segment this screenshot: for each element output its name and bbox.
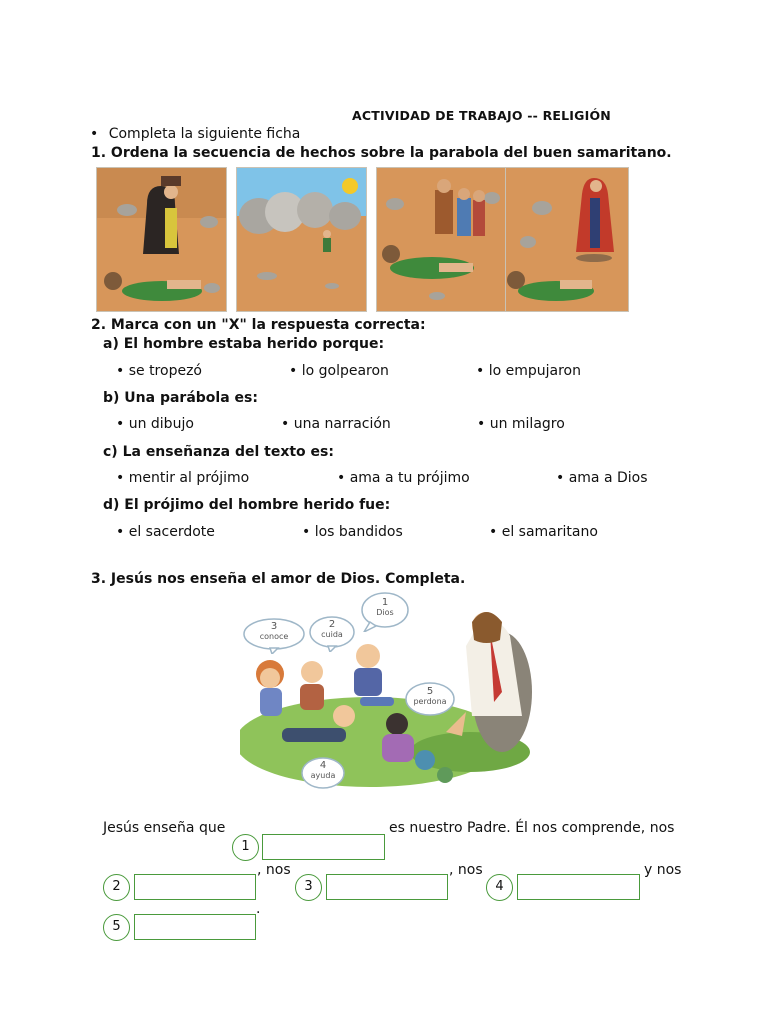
option-2c-1[interactable]: • mentir al prójimo xyxy=(116,470,250,486)
traveler-scene-illustration xyxy=(237,168,366,311)
bullet-icon: • xyxy=(90,126,99,142)
story-panel-3 xyxy=(376,167,507,312)
levite-scene-illustration xyxy=(506,168,628,311)
bubble-cuida xyxy=(308,616,356,652)
intro-instruction xyxy=(90,126,300,142)
option-2a-1[interactable]: • se tropezó xyxy=(116,363,202,379)
bubble-cuida-word: cuida xyxy=(321,630,343,639)
bubble-perdona xyxy=(404,682,456,718)
bubble-conoce-word: conoce xyxy=(259,632,289,641)
story-panel-2 xyxy=(236,167,367,312)
bubble-dios-number: 1 xyxy=(381,597,389,608)
blank-5-input[interactable] xyxy=(134,914,256,940)
sentence-part-1: Jesús enseña que xyxy=(103,820,226,836)
option-2c-3[interactable]: • ama a Dios xyxy=(556,470,648,486)
sentence-part-3: , nos xyxy=(257,862,291,878)
option-2b-1[interactable]: • un dibujo xyxy=(116,416,194,432)
option-2d-3[interactable]: • el samaritano xyxy=(489,524,598,540)
option-2c-2[interactable]: • ama a tu prójimo xyxy=(337,470,470,486)
bubble-perdona-word: perdona xyxy=(413,697,447,706)
jesus-teaching-illustration xyxy=(240,592,536,795)
blank-2-number: 2 xyxy=(103,874,130,901)
bubble-cuida-number: 2 xyxy=(328,619,336,630)
bubble-conoce xyxy=(242,618,306,654)
worksheet-title: ACTIVIDAD DE TRABAJO -- RELIGIÓN xyxy=(352,108,611,123)
blank-3-number: 3 xyxy=(295,874,322,901)
blank-1-input[interactable] xyxy=(262,834,385,860)
blank-3-input[interactable] xyxy=(326,874,448,900)
story-panel-4 xyxy=(505,167,629,312)
bubble-ayuda xyxy=(300,754,346,790)
sentence-end-period: . xyxy=(256,901,261,917)
question-1-label: 1. Ordena la secuencia de hechos sobre la parabola del buen samaritano. xyxy=(91,145,672,161)
question-3-label: 3. Jesús nos enseña el amor de Dios. Completa. xyxy=(91,571,466,587)
bubble-ayuda-number: 4 xyxy=(319,760,327,771)
question-2b: b) Una parábola es: xyxy=(103,390,258,406)
sentence-part-5: y nos xyxy=(644,862,682,878)
sentence-part-4: , nos xyxy=(449,862,483,878)
intro-text: Completa la siguiente ficha xyxy=(108,126,301,142)
option-2a-3[interactable]: • lo empujaron xyxy=(476,363,581,379)
option-2b-2[interactable]: • una narración xyxy=(281,416,391,432)
blank-5-number: 5 xyxy=(103,914,130,941)
question-2c: c) La enseñanza del texto es: xyxy=(103,444,334,460)
bubble-perdona-number: 5 xyxy=(426,686,434,697)
option-2d-2[interactable]: • los bandidos xyxy=(302,524,403,540)
blank-4-input[interactable] xyxy=(517,874,640,900)
question-2a: a) El hombre estaba herido porque: xyxy=(103,336,385,352)
bubble-conoce-number: 3 xyxy=(270,621,278,632)
bubble-dios xyxy=(360,592,410,632)
option-2b-3[interactable]: • un milagro xyxy=(477,416,565,432)
question-2d: d) El prójimo del hombre herido fue: xyxy=(103,497,391,513)
priest-scene-illustration xyxy=(97,168,226,311)
bubble-dios-word: Dios xyxy=(376,608,394,617)
bubble-ayuda-word: ayuda xyxy=(310,771,336,780)
blank-1-number: 1 xyxy=(232,834,259,861)
sentence-part-2: es nuestro Padre. Él nos comprende, nos xyxy=(389,820,675,836)
blank-2-input[interactable] xyxy=(134,874,256,900)
blank-4-number: 4 xyxy=(486,874,513,901)
question-2-label: 2. Marca con un "X" la respuesta correcta: xyxy=(91,317,426,333)
robbers-scene-illustration xyxy=(377,168,506,311)
option-2a-2[interactable]: • lo golpearon xyxy=(289,363,389,379)
option-2d-1[interactable]: • el sacerdote xyxy=(116,524,215,540)
story-panel-1 xyxy=(96,167,227,312)
